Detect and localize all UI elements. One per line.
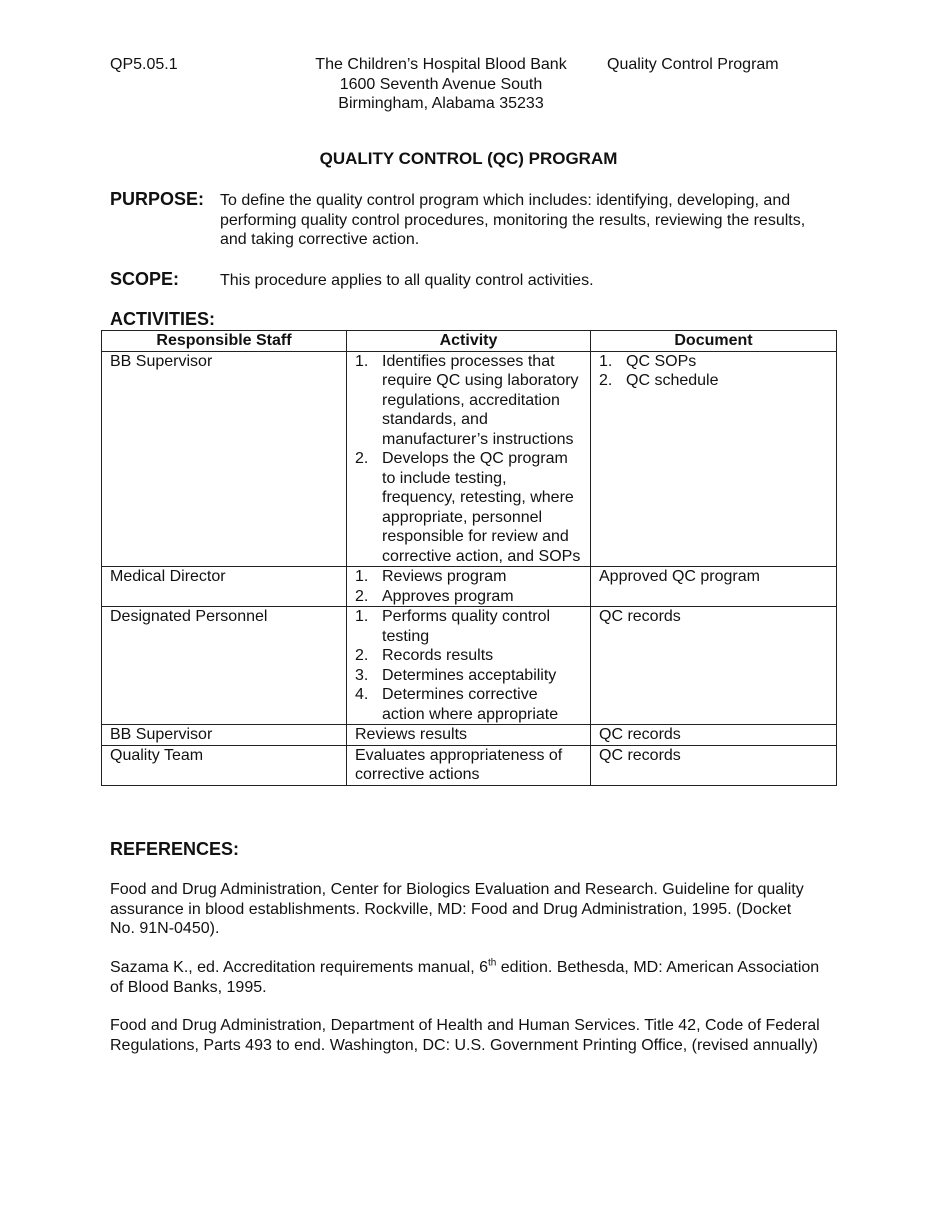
purpose-heading: PURPOSE: (110, 189, 205, 209)
activity-list (355, 607, 590, 724)
organization-address (300, 55, 582, 114)
table-row (102, 607, 837, 725)
staff-cell: Medical Director (102, 567, 347, 607)
reference-item: Food and Drug Administration, Center for Biologics Evaluation and Research. Guideline for quality assurance in blood establishments. Rockville, MD: Food and Drug Administration, 1995. (Docket No. 91N-0450). (110, 881, 804, 937)
activities-table (101, 330, 837, 786)
list-item: 2. Develops the QC program to include testing, frequency, retesting, where appropriate, personnel responsible for review and corrective action, and SOPs (355, 450, 581, 565)
list-item: 2. Records results (355, 647, 494, 664)
activity-list (355, 567, 590, 606)
document-cell: QC records (591, 725, 837, 746)
activity-cell: Evaluates appropriateness of corrective actions (347, 745, 591, 785)
list-item: 3. Determines acceptability (355, 666, 557, 684)
staff-cell: BB Supervisor (102, 351, 347, 567)
activity-cell (347, 567, 591, 607)
activity-list (355, 352, 590, 567)
table-row (102, 745, 837, 785)
column-header-staff: Responsible Staff (102, 331, 347, 352)
program-name: Quality Control Program (607, 56, 779, 73)
list-item: 2. QC schedule (599, 372, 719, 389)
document-cell: QC records (591, 607, 837, 725)
organization-name: The Children’s Hospital Blood Bank (315, 56, 567, 73)
list-item: 1. Performs quality control testing (355, 608, 551, 645)
scope-text: This procedure applies to all quality control activities. (220, 272, 594, 289)
document-id: QP5.05.1 (110, 56, 178, 73)
document-cell: QC records (591, 745, 837, 785)
column-header-document: Document (591, 331, 837, 352)
table-header-row (102, 331, 837, 352)
organization-street: 1600 Seventh Avenue South (339, 75, 543, 93)
document-cell (591, 351, 837, 567)
table-row (102, 567, 837, 607)
staff-cell: Quality Team (102, 745, 347, 785)
table-row (102, 351, 837, 567)
table-row (102, 725, 837, 746)
column-header-activity: Activity (347, 331, 591, 352)
references-heading: REFERENCES: (110, 839, 240, 859)
list-item: 2. Approves program (355, 587, 514, 605)
activities-heading: ACTIVITIES: (110, 309, 216, 329)
document-title: QUALITY CONTROL (QC) PROGRAM (319, 149, 618, 168)
list-item: 4. Determines corrective action where appropriate (355, 686, 559, 723)
reference-item: Food and Drug Administration, Department of Health and Human Services. Title 42, Code of Federal Regulations, Parts 493 to end. Washington, DC: U.S. Government Printing Office, (revised annually) (110, 1017, 820, 1054)
document-cell: Approved QC program (591, 567, 837, 607)
purpose-text: To define the quality control program which includes: identifying, developing, and performing quality control procedures, monitoring the results, reviewing the results, and taking corrective action. (220, 192, 806, 248)
activity-cell (347, 607, 591, 725)
reference-item: Sazama K., ed. Accreditation requirements manual, 6th edition. Bethesda, MD: American Association of Blood Banks, 1995. (110, 957, 820, 996)
staff-cell: BB Supervisor (102, 725, 347, 746)
list-item: 1. QC SOPs (599, 352, 697, 370)
list-item: 1. Identifies processes that require QC using laboratory regulations, accreditation standards, and manufacturer’s instructions (355, 352, 579, 448)
list-item: 1. Reviews program (355, 568, 507, 585)
scope-heading: SCOPE: (110, 269, 180, 289)
activity-cell: Reviews results (347, 725, 591, 746)
activity-cell (347, 351, 591, 567)
document-list (599, 352, 836, 391)
staff-cell: Designated Personnel (102, 607, 347, 725)
organization-city: Birmingham, Alabama 35233 (338, 95, 544, 112)
